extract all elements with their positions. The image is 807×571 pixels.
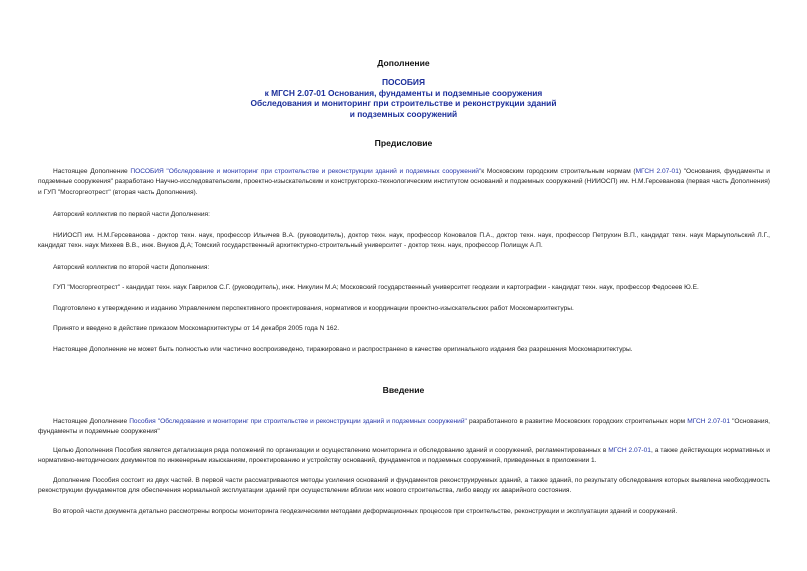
mgsn-link[interactable]: МГСН 2.07-01	[687, 418, 731, 425]
intro-paragraph-2	[38, 446, 770, 467]
preface-paragraph-8: Настоящее Дополнение не может быть полностью или частично воспроизведено, тиражировано и распространено в качестве оригинального издания без разрешения Москомархитектуры.	[53, 346, 633, 353]
text: , а также действующих нормативных и нормативно-методических документов по инженерным изысканиям, проектированию и устройству оснований, фундаментов и подземных сооружений, приведенных в приложении 1.	[38, 447, 770, 465]
text: Целью Дополнения Пособия является детализация ряда положений по организации и осуществлению мониторинга и обследованию зданий и сооружений, регламентированных в	[53, 447, 609, 454]
intro-paragraph-3: Дополнение Пособия состоит из двух частей. В первой части рассматриваются методы усиления оснований и фундаментов реконструируемых зданий, а также зданий, по результату обследования которых выявлена необходимость реконструкции фундаментов для обеспечения нормальной эксплуатации зданий при осуществлении вблизи них нового строительства, либо вводу их аварийного состояния.	[38, 477, 770, 495]
text: ) "Основания, фундаменты и подземные сооружения" разработано Научно-исследовательским, проектно-изыскательским и конструкторско-технологическим институтом оснований и подземных сооружений (НИИОСП) им. Н.М.Герсеванова (первая часть Дополнения) и ГУП "Мосгоргеотрест" (вторая часть Дополнения).	[38, 168, 770, 196]
text: Настоящее Дополнение	[53, 418, 130, 425]
preface-paragraph-5: ГУП "Мосгоргеотрест" - кандидат техн. наук Гаврилов С.Г. (руководитель), инж. Никулин М.А; Московский государственный университет геодезии и картографии - кандидат техн. наук, профессор Федосеев Ю.Е.	[53, 284, 699, 291]
intro-paragraph-4: Во второй части документа детально рассмотрены вопросы мониторинга геодезическими методами деформационных процессов при строительстве, реконструкции и эксплуатации зданий и сооружений.	[53, 508, 678, 515]
title-line: ПОСОБИЯ	[382, 77, 425, 87]
preface-paragraph-6: Подготовлено к утверждению и изданию Управлением перспективного проектирования, нормативов и координации проектно-изыскательских работ Москомархитектуры.	[53, 305, 574, 312]
mgsn-link[interactable]: МГСН 2.07-01	[635, 168, 679, 175]
preface-paragraph-1	[38, 167, 770, 198]
addendum-heading: Дополнение	[377, 58, 430, 68]
text: "Основания, фундаменты и подземные сооружения"	[38, 418, 770, 436]
preface-paragraph-4: Авторский коллектив по второй части Дополнения:	[53, 264, 210, 271]
intro-heading: Введение	[382, 385, 425, 395]
preface-heading: Предисловие	[374, 138, 433, 148]
title-line: и подземных сооружений	[349, 108, 458, 119]
text: разработанного в развитие Московских городских строительных норм	[466, 418, 688, 425]
title-line: к МГСН 2.07-01 Основания, фундаменты и подземные сооружения	[264, 87, 543, 98]
posobie-link[interactable]: ПОСОБИЯ	[130, 168, 164, 175]
preface-paragraph-7: Принято и введено в действие приказом Москомархитектуры от 14 декабря 2005 года N 162.	[53, 325, 340, 332]
text: к Московским городским строительным нормам (	[481, 168, 636, 175]
title-line: Обследования и мониторинг при строительстве и реконструкции зданий	[250, 98, 557, 109]
posobie-link[interactable]: Пособия "Обследование и мониторинг при строительстве и реконструкции зданий и подземных сооружений"	[129, 418, 467, 425]
mgsn-link[interactable]: МГСН 2.07-01	[608, 447, 651, 454]
preface-paragraph-2: Авторский коллектив по первой части Дополнения:	[53, 211, 210, 218]
document-title	[0, 77, 807, 119]
intro-paragraph-1	[38, 417, 770, 438]
text: Настоящее Дополнение	[53, 168, 131, 175]
posobie-title-link[interactable]: "Обследование и мониторинг при строительстве и реконструкции зданий и подземных сооружений"	[163, 168, 482, 175]
preface-paragraph-3: НИИОСП им. Н.М.Герсеванова - доктор техн. наук, профессор Ильичев В.А. (руководитель), доктор техн. наук, профессор Коновалов П.А., доктор техн. наук, профессор Петрухин В.П., кандидат техн. наук Марыупольский Л.Г., кандидат техн. наук Михеев В.В., инж. Внуков Д.А; Томский государственный архитектурно-строительный университет - доктор техн. наук, профессор Полищук А.П.	[38, 232, 770, 250]
